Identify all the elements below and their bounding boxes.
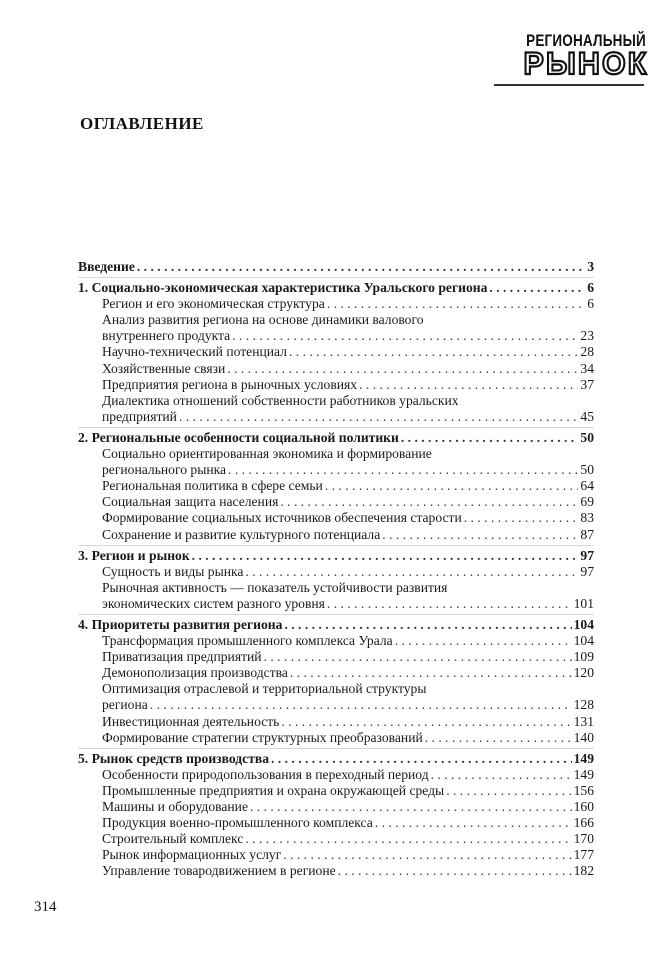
toc-section[interactable] xyxy=(78,409,594,425)
toc-chapter-title: 5. Рынок средств производства xyxy=(78,750,270,766)
leader-dots xyxy=(446,783,571,799)
toc-section-page: 166 xyxy=(573,815,594,831)
toc-section-page: 37 xyxy=(580,376,594,392)
toc-section-line[interactable]: Рыночная активность — показатель устойчивости развития xyxy=(102,579,448,595)
toc-section-page: 149 xyxy=(573,766,594,782)
toc-section-title: Строительный комплекс xyxy=(102,831,244,847)
toc-section-page: 50 xyxy=(580,462,594,478)
toc-section-page: 109 xyxy=(573,649,594,665)
toc-section[interactable] xyxy=(78,328,594,344)
toc-section-title: Сущность и виды рынка xyxy=(102,563,244,579)
toc-section-title: Промышленные предприятия и охрана окружающей среды xyxy=(102,782,445,798)
leader-dots xyxy=(264,649,572,665)
leader-dots xyxy=(245,564,578,580)
toc-section-line[interactable]: Оптимизация отраслевой и территориальной структуры xyxy=(102,681,427,697)
toc-chapter-title: 2. Региональные особенности социальной политики xyxy=(78,429,399,445)
toc-section-line[interactable]: Социально ориентированная экономика и формирование xyxy=(102,446,432,462)
header-rule xyxy=(494,84,644,86)
toc-section[interactable] xyxy=(78,527,594,543)
leader-dots xyxy=(464,510,579,526)
toc-section[interactable] xyxy=(78,462,594,478)
toc-section-title: Регион и его экономическая структура xyxy=(102,296,325,312)
toc-section-title: внутреннего продукта xyxy=(102,328,231,344)
leader-dots xyxy=(271,751,572,767)
toc-section-page: 23 xyxy=(580,328,594,344)
toc-section-page: 182 xyxy=(573,863,594,879)
toc-section[interactable] xyxy=(78,633,594,649)
toc-section[interactable] xyxy=(78,730,594,746)
leader-dots xyxy=(232,328,578,344)
toc-section[interactable] xyxy=(78,863,594,879)
leader-dots xyxy=(137,259,582,275)
toc-section-page: 101 xyxy=(573,595,594,611)
page-title: ОГЛАВЛЕНИЕ xyxy=(80,114,204,133)
chapter-separator xyxy=(78,545,594,546)
toc-section-page: 97 xyxy=(580,563,594,579)
leader-dots xyxy=(359,377,578,393)
toc-section-title: Хозяйственные связи xyxy=(102,360,226,376)
leader-dots xyxy=(192,548,579,564)
toc-section[interactable] xyxy=(78,767,594,783)
toc-chapter-page: 97 xyxy=(580,547,594,563)
toc-section[interactable] xyxy=(78,296,594,312)
leader-dots xyxy=(150,697,572,713)
toc-section-title: Региональная политика в сфере семьи xyxy=(102,478,323,494)
leader-dots xyxy=(284,617,571,633)
leader-dots xyxy=(280,494,578,510)
leader-dots xyxy=(431,767,572,783)
toc-section-title: Научно-технический потенциал xyxy=(102,344,287,360)
series-logo-line1: РЕГИОНАЛЬНЫЙ xyxy=(526,31,646,50)
toc-section[interactable] xyxy=(78,783,594,799)
chapter-separator xyxy=(78,748,594,749)
toc-section-page: 120 xyxy=(573,665,594,681)
toc-chapter[interactable] xyxy=(78,430,594,446)
chapter-separator xyxy=(78,614,594,615)
toc-section-page: 87 xyxy=(580,526,594,542)
toc-section-page: 104 xyxy=(573,633,594,649)
toc-chapter-page: 149 xyxy=(573,750,594,766)
leader-dots xyxy=(227,361,578,377)
toc-section-line[interactable]: Анализ развития региона на основе динамики валового xyxy=(102,312,424,328)
toc-chapter-page: 104 xyxy=(573,616,594,632)
toc-section[interactable] xyxy=(78,596,594,612)
toc-section-title: Формирование стратегии структурных преобразований xyxy=(102,729,423,745)
toc-chapter-title: 4. Приоритеты развития региона xyxy=(78,616,283,632)
toc-section[interactable] xyxy=(78,564,594,580)
toc-section[interactable] xyxy=(78,344,594,360)
toc-section-title: Демонополизация производства xyxy=(102,665,288,681)
leader-dots xyxy=(327,596,572,612)
leader-dots xyxy=(338,863,572,879)
table-of-contents xyxy=(78,259,594,879)
toc-section-title: Продукция военно-промышленного комплекса xyxy=(102,815,373,831)
leader-dots xyxy=(245,831,571,847)
toc-section[interactable] xyxy=(78,494,594,510)
toc-section-page: 28 xyxy=(580,344,594,360)
toc-chapter-title: 3. Регион и рынок xyxy=(78,547,190,563)
toc-section[interactable] xyxy=(78,361,594,377)
toc-intro[interactable] xyxy=(78,259,594,275)
series-logo xyxy=(522,31,650,82)
toc-chapter[interactable] xyxy=(78,751,594,767)
leader-dots xyxy=(401,430,579,446)
leader-dots xyxy=(179,409,578,425)
toc-section-title: Предприятия региона в рыночных условиях xyxy=(102,376,358,392)
leader-dots xyxy=(489,280,582,296)
toc-chapter[interactable] xyxy=(78,548,594,564)
toc-section-title: Приватизация предприятий xyxy=(102,649,262,665)
toc-section-page: 128 xyxy=(573,697,594,713)
toc-section[interactable] xyxy=(78,714,594,730)
toc-section-page: 83 xyxy=(580,510,594,526)
leader-dots xyxy=(327,296,582,312)
toc-section-title: Особенности природопользования в переходный период xyxy=(102,766,429,782)
toc-chapter-page: 50 xyxy=(580,429,594,445)
toc-entry-page: 3 xyxy=(587,259,594,274)
leader-dots xyxy=(375,815,572,831)
leader-dots xyxy=(228,462,578,478)
toc-section[interactable] xyxy=(78,377,594,393)
chapter-separator xyxy=(78,427,594,428)
leader-dots xyxy=(325,478,579,494)
toc-section-page: 131 xyxy=(573,713,594,729)
toc-section-title: регионального рынка xyxy=(102,462,227,478)
toc-section-line[interactable]: Диалектика отношений собственности работников уральских xyxy=(102,392,459,408)
toc-section-title: региона xyxy=(102,697,148,713)
leader-dots xyxy=(395,633,572,649)
toc-section-title: Рынок информационных услуг xyxy=(102,847,282,863)
toc-section-page: 34 xyxy=(580,360,594,376)
leader-dots xyxy=(290,665,572,681)
toc-section-page: 69 xyxy=(580,494,594,510)
toc-section[interactable] xyxy=(78,697,594,713)
toc-section-title: Инвестиционная деятельность xyxy=(102,713,280,729)
leader-dots xyxy=(425,730,572,746)
page-number: 314 xyxy=(34,899,57,915)
toc-section[interactable] xyxy=(78,649,594,665)
toc-section[interactable] xyxy=(78,665,594,681)
toc-chapter-page: 6 xyxy=(587,280,594,296)
toc-entry-title: Введение xyxy=(78,259,135,274)
toc-section-title: предприятий xyxy=(102,408,177,424)
toc-section-title: Сохранение и развитие культурного потенциала xyxy=(102,526,381,542)
toc-chapter[interactable] xyxy=(78,280,594,296)
toc-section-title: Машины и оборудование xyxy=(102,799,248,814)
toc-section-title: экономических систем разного уровня xyxy=(102,595,325,611)
toc-section[interactable] xyxy=(78,799,594,815)
toc-section-title: Управление товародвижением в регионе xyxy=(102,863,336,879)
toc-section-title: Формирование социальных источников обеспечения старости xyxy=(102,510,462,526)
toc-chapter-title: 1. Социально-экономическая характеристика Уральского региона xyxy=(78,280,488,296)
toc-section-page: 156 xyxy=(573,782,594,798)
toc-section[interactable] xyxy=(78,478,594,494)
toc-section[interactable] xyxy=(78,831,594,847)
toc-section-page: 140 xyxy=(573,729,594,745)
toc-section-page: 170 xyxy=(573,831,594,847)
toc-section-page: 45 xyxy=(580,408,594,424)
leader-dots xyxy=(281,714,571,730)
toc-section[interactable] xyxy=(78,847,594,863)
toc-section[interactable] xyxy=(78,510,594,526)
chapter-separator xyxy=(78,277,594,278)
leader-dots xyxy=(283,847,571,863)
leader-dots xyxy=(382,527,578,543)
leader-dots xyxy=(289,344,578,360)
toc-chapter[interactable] xyxy=(78,617,594,633)
leader-dots xyxy=(250,799,572,815)
series-logo-line2: РЫНОК xyxy=(523,46,649,82)
toc-section-title: Социальная защита населения xyxy=(102,494,279,510)
toc-section-page: 177 xyxy=(573,847,594,863)
toc-section-page: 64 xyxy=(580,478,594,494)
toc-section-title: Трансформация промышленного комплекса Урала xyxy=(102,633,393,649)
toc-section-page: 6 xyxy=(587,296,594,312)
toc-section[interactable] xyxy=(78,815,594,831)
toc-section-page: 160 xyxy=(573,799,594,814)
